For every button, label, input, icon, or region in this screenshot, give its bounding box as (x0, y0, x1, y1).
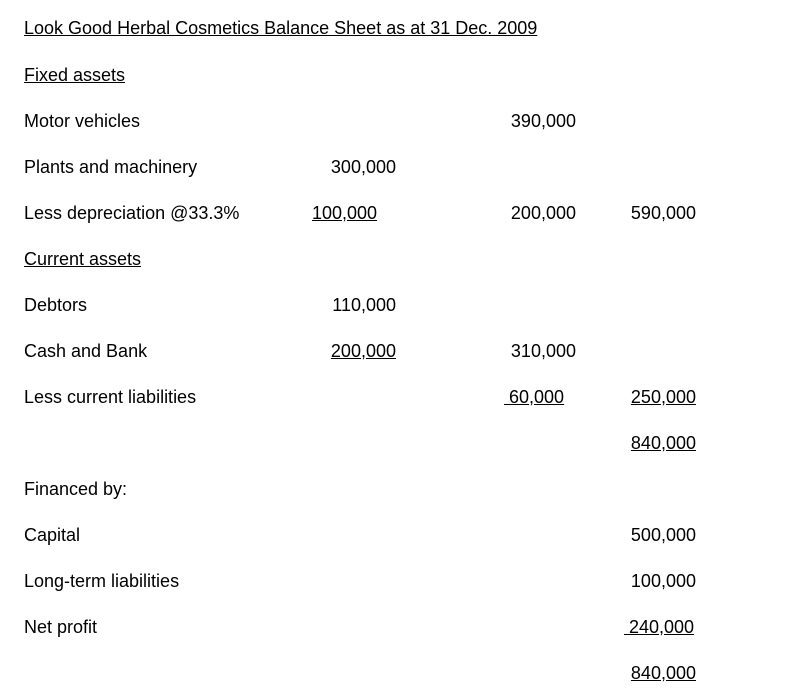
current-assets-subtotal: 310,000 (510, 341, 576, 361)
plants-machinery-value: 300,000 (330, 157, 396, 177)
net-profit-value: 240,000 (624, 617, 695, 637)
financed-by-total: 840,000 (630, 663, 696, 683)
net-profit-label: Net profit (24, 617, 98, 637)
current-liabilities-value: 60,000 (504, 387, 565, 407)
depreciation-label: Less depreciation @33.3% (24, 203, 240, 223)
long-term-liabilities-value: 100,000 (630, 571, 696, 591)
plants-machinery-label: Plants and machinery (24, 157, 198, 177)
current-liabilities-label: Less current liabilities (24, 387, 197, 407)
net-plants-value: 200,000 (510, 203, 576, 223)
financed-by-heading: Financed by: (24, 479, 128, 499)
debtors-label: Debtors (24, 295, 88, 315)
cash-bank-label: Cash and Bank (24, 341, 148, 361)
motor-vehicles-value: 390,000 (510, 111, 576, 131)
motor-vehicles-label: Motor vehicles (24, 111, 141, 131)
fixed-assets-total: 590,000 (630, 203, 696, 223)
cash-bank-value: 200,000 (330, 341, 396, 361)
net-assets-total: 840,000 (630, 433, 696, 453)
debtors-value: 110,000 (332, 295, 396, 315)
current-assets-heading: Current assets (24, 249, 142, 269)
long-term-liabilities-label: Long-term liabilities (24, 571, 180, 591)
capital-label: Capital (24, 525, 81, 545)
document-title: Look Good Herbal Cosmetics Balance Sheet as at 31 Dec. 2009 (24, 18, 538, 38)
working-capital-value: 250,000 (630, 387, 696, 407)
capital-value: 500,000 (630, 525, 696, 545)
fixed-assets-heading: Fixed assets (24, 65, 126, 85)
depreciation-value: 100,000 (312, 203, 378, 223)
